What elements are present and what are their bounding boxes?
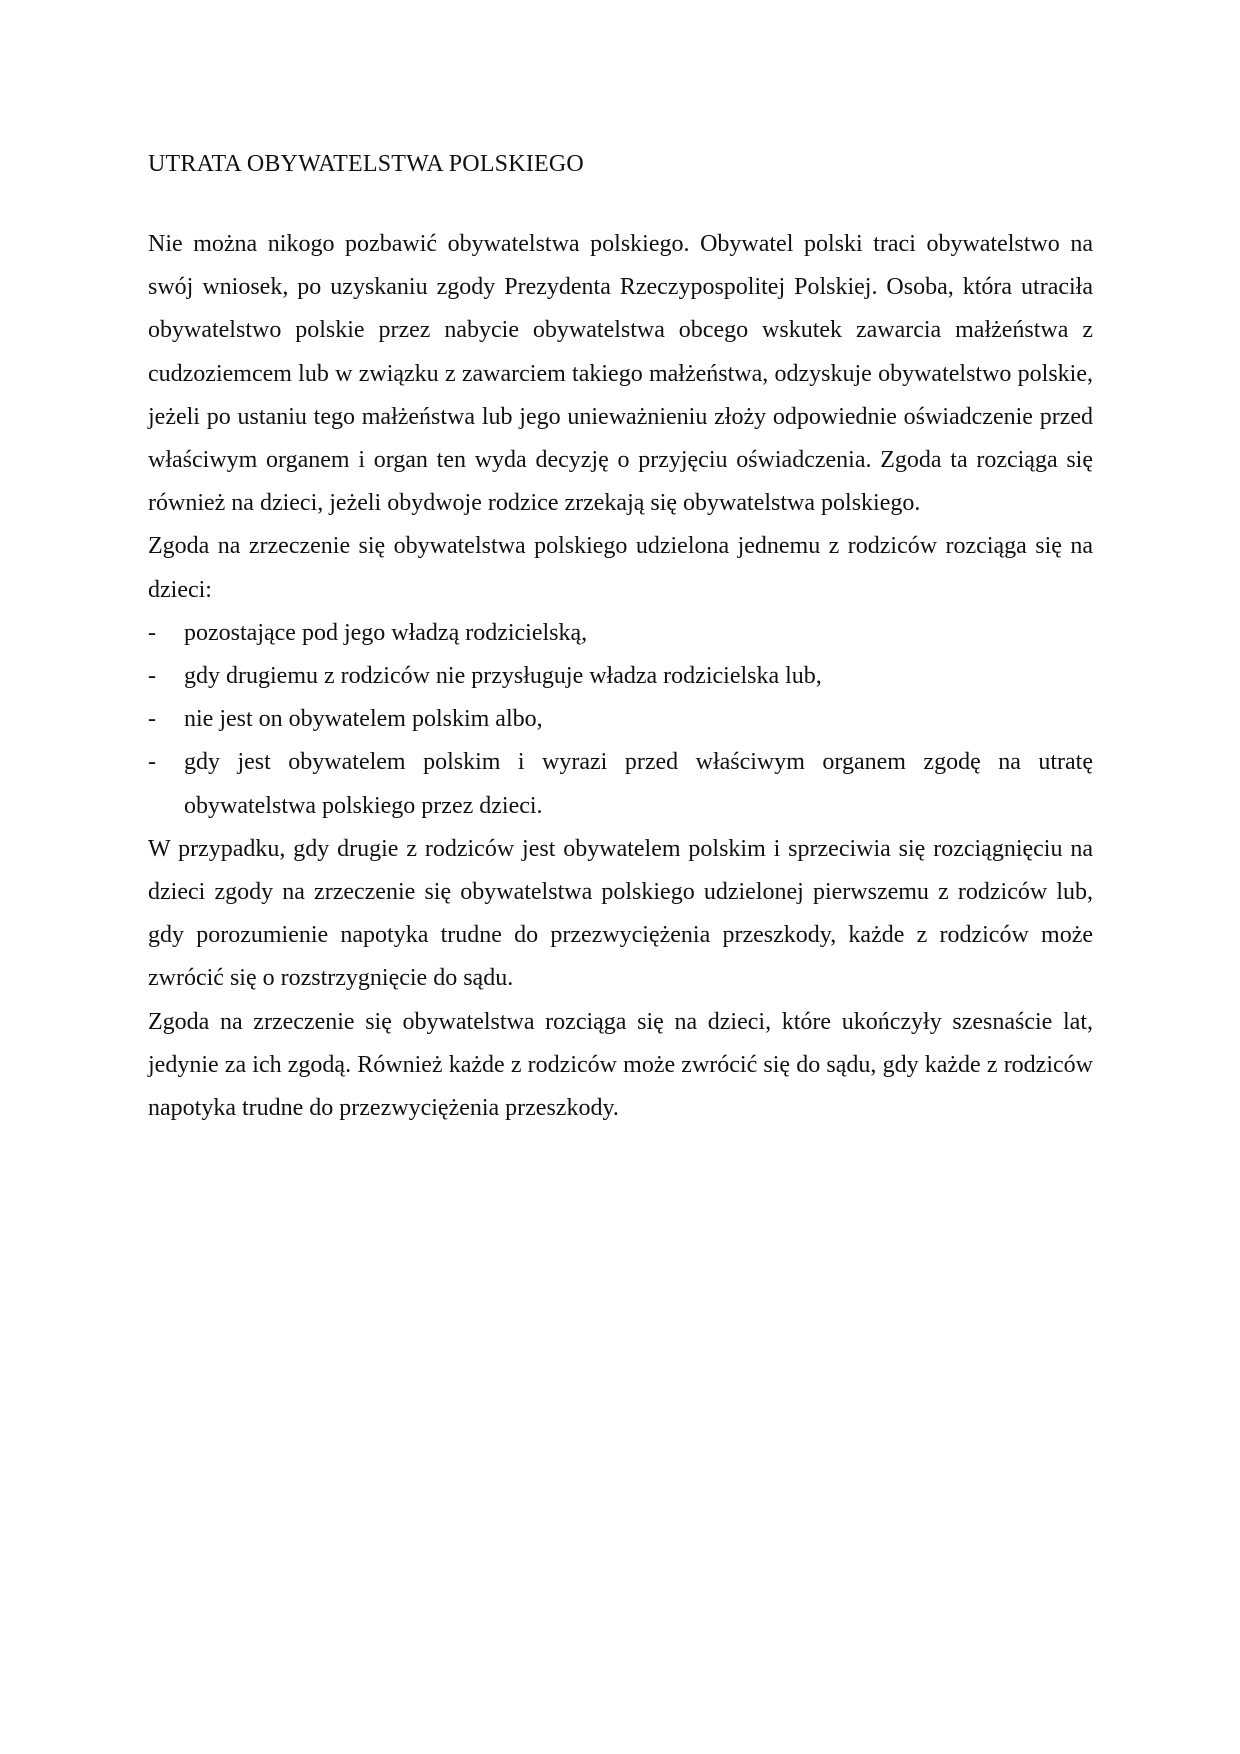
paragraph-intro: Nie można nikogo pozbawić obywatelstwa polskiego. Obywatel polski traci obywatelstwo na swój wniosek, po uzyskaniu zgody Prezydenta Rzeczypospolitej Polskiej. Osoba, która utraciła obywatelstwo polskie przez nabycie obywatelstwa obcego wskutek zawarcia małżeństwa z cudzoziemcem lub w związku z zawarciem takiego małżeństwa, odzyskuje obywatelstwo polskie, jeżeli po ustaniu tego małżeństwa lub jego unieważnieniu złoży odpowiednie oświadczenie przed właściwym organem i organ ten wyda decyzję o przyjęciu oświadczenia. Zgoda ta rozciąga się również na dzieci, jeżeli obydwoje rodzice zrzekają się obywatelstwa polskiego.: [148, 231, 1093, 517]
list-item-text: nie jest on obywatelem polskim albo,: [184, 706, 543, 733]
bullet-dash: -: [148, 663, 156, 690]
list-item-text: pozostające pod jego władzą rodzicielską,: [184, 619, 588, 646]
list-item: [148, 698, 1093, 741]
paragraph-court: W przypadku, gdy drugie z rodziców jest obywatelem polskim i sprzeciwia się rozciągnięciu na dzieci zgody na zrzeczenie się obywatelstwa polskiego udzielonej pierwszemu z rodziców lub, gdy porozumienie napotyka trudne do przezwyciężenia przeszkody, każde z rodziców może zwrócić się o rozstrzygnięcie do sądu.: [148, 835, 1093, 992]
list-item: [148, 612, 1093, 655]
conditions-list: [148, 612, 1093, 828]
list-item-text: gdy drugiemu z rodziców nie przysługuje władza rodzicielska lub,: [184, 663, 822, 690]
bullet-dash: -: [148, 749, 156, 776]
list-item-text: gdy jest obywatelem polskim i wyrazi przed właściwym organem zgodę na utratę obywatelstwa polskiego przez dzieci.: [184, 749, 1093, 819]
list-item: [148, 655, 1093, 698]
document-body: [148, 148, 1093, 1130]
paragraph-sixteen: Zgoda na zrzeczenie się obywatelstwa rozciąga się na dzieci, które ukończyły szesnaście lat, jedynie za ich zgodą. Również każde z rodziców może zwrócić się do sądu, gdy każde z rodziców napotyka trudne do przezwyciężenia przeszkody.: [148, 1008, 1093, 1122]
bullet-dash: -: [148, 706, 156, 733]
document-title: UTRATA OBYWATELSTWA POLSKIEGO: [148, 151, 584, 177]
list-item: [148, 741, 1093, 827]
paragraph-consent: Zgoda na zrzeczenie się obywatelstwa polskiego udzielona jednemu z rodziców rozciąga się na dzieci:: [148, 533, 1093, 603]
bullet-dash: -: [148, 619, 156, 646]
